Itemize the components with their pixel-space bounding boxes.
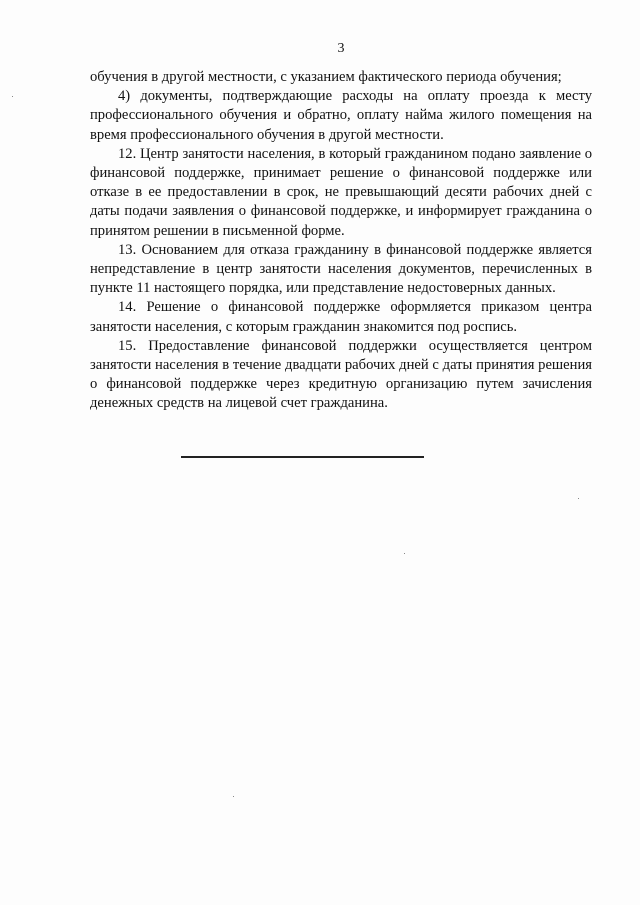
scan-speck	[404, 553, 405, 554]
paragraph-clause-13: 13. Основанием для отказа гражданину в финансовой поддержке является непредставление в центр занятости населения документов, перечисленных в пункте 11 настоящего порядка, или представление недостоверных данных.	[90, 241, 592, 297]
document-body	[90, 68, 592, 414]
paragraph-continuation: обучения в другой местности, с указанием фактического периода обучения;	[90, 69, 562, 85]
closing-divider-line	[181, 456, 424, 458]
page-number: 3	[337, 41, 345, 56]
paragraph-clause-15: 15. Предоставление финансовой поддержки осуществляется центром занятости населения в течение двадцати рабочих дней с даты принятия решения о финансовой поддержке через кредитную организацию путем зачисления денежных средств на лицевой счет гражданина.	[90, 337, 592, 412]
scan-speck	[233, 796, 234, 797]
scan-speck	[578, 498, 579, 499]
paragraph-clause-12: 12. Центр занятости населения, в который гражданином подано заявление о финансовой поддержке, принимает решение о финансовой поддержке или отказе в ее предоставлении в срок, не превышающий десяти рабочих дней с даты подачи заявления о финансовой поддержке, и информирует гражданина о принятом решении в письменной форме.	[90, 145, 592, 239]
paragraph-item-4: 4) документы, подтверждающие расходы на оплату проезда к месту профессионального обучения и обратно, оплату найма жилого помещения на время профессионального обучения в другой местности.	[90, 88, 592, 143]
scan-speck	[12, 96, 13, 97]
paragraph-clause-14: 14. Решение о финансовой поддержке оформляется приказом центра занятости населения, с которым гражданин знакомится под роспись.	[90, 299, 592, 335]
